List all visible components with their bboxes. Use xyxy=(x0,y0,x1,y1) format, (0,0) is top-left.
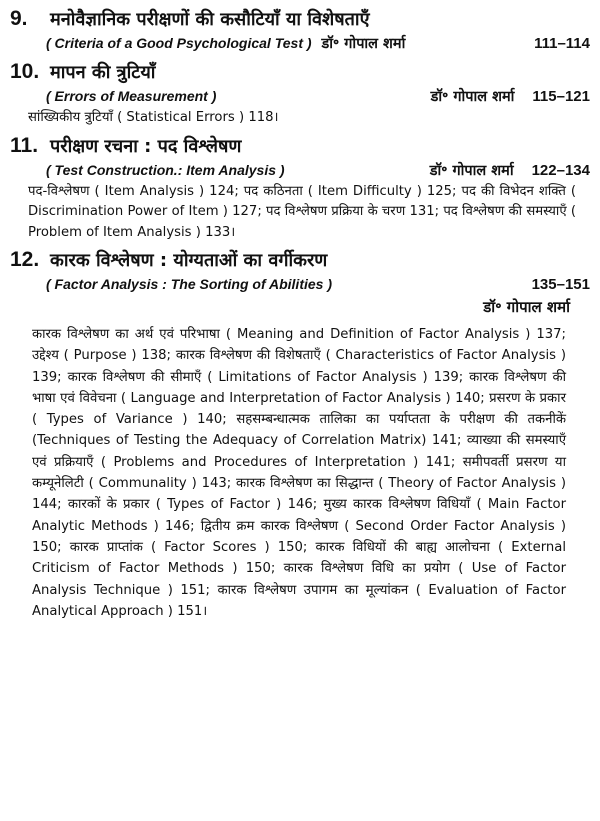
chapter-meta xyxy=(10,32,590,55)
chapter-english-title: ( Factor Analysis : The Sorting of Abilities ) xyxy=(46,276,332,292)
chapter-author: डॉ॰ गोपाल शर्मा xyxy=(483,298,570,316)
chapter-description: सांख्यिकीय त्रुटियाँ ( Statistical Errors ) 118। xyxy=(28,110,279,125)
chapter-author: डॉ॰ गोपाल शर्मा xyxy=(429,162,514,179)
chapter-description: कारक विश्लेषण का अर्थ एवं परिभाषा ( Meaning and Definition of Factor Analysis ) 137; उद्देश्य ( Purpose ) 138; कारक विश्लेषण की विशेषताएँ ( Characteristics of Factor Analysis ) 139; कारक विश्लेषण की सीमाएँ ( Limitations of Factor Analysis ) 139; कारक विश्लेषण की भाषा एवं विवेचना ( Language and Interpretation of Factor Analysis ) 140; प्रसरण के प्रकार ( Types of Variance ) 140; सहसम्बन्धात्मक तालिका का पर्याप्तता के परीक्षण की तकनीकें (Techniques of Testing the Adequacy of Correlation Matrix) 141; व्याख्या की समस्याएँ एवं प्रक्रियाएँ ( Problems and Procedures of Interpretation ) 141; समीपवर्ती प्रसरण या कम्यूनेलिटी ( Communality ) 143; कारक विश्लेषण का सिद्धान्त ( Theory of Factor Analysis ) 144; कारकों के प्रकार ( Types of Factor ) 146; मुख्य कारक विश्लेषण विधियाँ ( Main Factor Analytic Methods ) 146; द्वितीय क्रम कारक विश्लेषण ( Second Order Factor Analysis ) 150; कारक प्राप्तांक ( Factor Scores ) 150; कारक विधियों की बाह्य आलोचना ( External Criticism of Factor Methods ) 150; कारक विश्लेषण विधि का प्रयोग ( Use of Factor Analysis Technique ) 151; कारक विश्लेषण उपागम का मूल्यांकन ( Evaluation of Factor Analytical Approach ) 151। xyxy=(32,327,566,619)
chapter-heading xyxy=(10,59,590,85)
chapter-heading xyxy=(10,6,590,32)
chapter-title: मनोवैज्ञानिक परीक्षणों की कसौटियाँ या विशेषताएँ xyxy=(50,9,370,30)
chapter-number: 10. xyxy=(10,60,40,83)
chapter-author-line xyxy=(10,296,590,318)
chapter-10 xyxy=(10,59,590,129)
chapter-number: 9. xyxy=(10,7,28,30)
chapter-meta xyxy=(10,273,590,296)
chapter-description: पद-विश्लेषण ( Item Analysis ) 124; पद कठिनता ( Item Difficulty ) 125; पद की विभेदन शक्ति ( Discrimination Power of Item ) 127; पद विश्लेषण प्रक्रिया के चरण 131; पद विश्लेषण की समस्याएँ ( Problem of Item Analysis ) 133। xyxy=(28,183,576,240)
chapter-heading xyxy=(10,247,590,273)
chapter-9 xyxy=(10,6,590,55)
chapter-meta xyxy=(10,85,590,108)
chapter-pages: 135–151 xyxy=(531,276,590,293)
chapter-meta xyxy=(10,159,590,182)
chapter-number: 11. xyxy=(10,133,39,157)
chapter-pages: 122–134 xyxy=(531,161,590,179)
chapter-pages: 115–121 xyxy=(532,88,590,105)
chapter-english-title: ( Criteria of a Good Psychological Test ) xyxy=(46,35,312,51)
chapter-author: डॉ॰ गोपाल शर्मा xyxy=(430,89,515,105)
chapter-title: मापन की त्रुटियाँ xyxy=(50,62,156,83)
chapter-title: कारक विश्लेषण : योग्यताओं का वर्गीकरण xyxy=(50,250,328,271)
chapter-heading xyxy=(10,133,590,159)
chapter-11 xyxy=(10,133,590,244)
chapter-english-title: ( Errors of Measurement ) xyxy=(46,88,217,104)
chapter-12 xyxy=(10,247,590,622)
chapter-english-title: ( Test Construction.: Item Analysis ) xyxy=(46,161,285,178)
chapter-author: डॉ॰ गोपाल शर्मा xyxy=(321,36,406,52)
chapter-number: 12. xyxy=(10,248,40,271)
chapter-title: परीक्षण रचना : पद विश्लेषण xyxy=(50,135,242,157)
chapter-pages: 111–114 xyxy=(534,35,590,52)
